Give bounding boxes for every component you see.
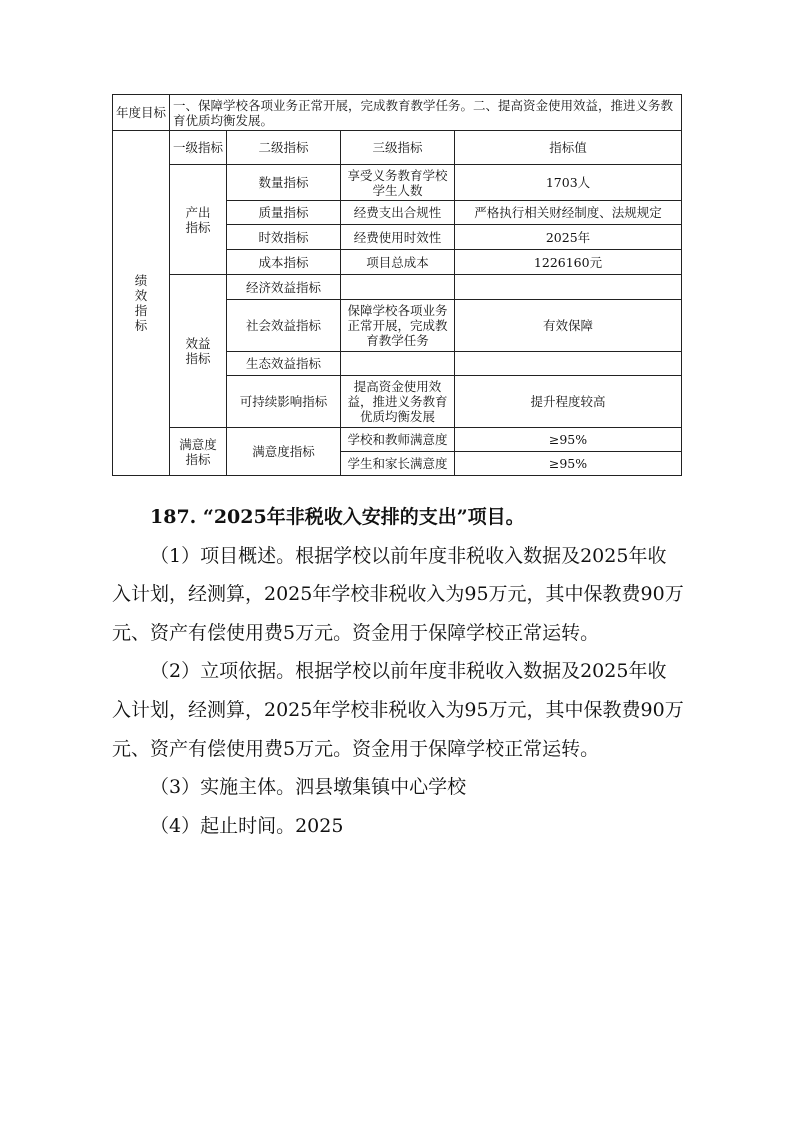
header-row	[113, 131, 682, 165]
body-text	[112, 498, 684, 845]
l3-cell: 学校和教师满意度	[341, 428, 455, 452]
output-label: 产出指标	[170, 165, 227, 275]
goal-label: 年度目标	[113, 95, 170, 131]
l3-cell: 学生和家长满意度	[341, 452, 455, 476]
perf-label: 绩效指标	[134, 273, 148, 333]
l3-cell: 经费使用时效性	[341, 225, 455, 250]
section-heading: 187. “2025年非税收入安排的支出”项目。	[150, 506, 525, 528]
l2-cell: 数量指标	[227, 165, 341, 201]
l2-cell: 可持续影响指标	[227, 376, 341, 428]
header-value: 指标值	[455, 131, 682, 165]
value-cell: 1226160元	[455, 250, 682, 275]
value-cell: 严格执行相关财经制度、法规规定	[455, 201, 682, 225]
paragraph-implementer: （3）实施主体。泗县墩集镇中心学校	[150, 776, 467, 799]
paragraph-overview: （1）项目概述。根据学校以前年度非税收入数据及2025年收入计划，经测算，2025年学校非税收入为95万元，其中保教费90万元、资产有偿使用费5万元。资金用于保障学校正常运转。	[112, 544, 684, 644]
l3-cell: 经费支出合规性	[341, 201, 455, 225]
performance-table	[112, 94, 682, 476]
value-cell: 2025年	[455, 225, 682, 250]
perf-label-cell	[113, 131, 170, 476]
satisfaction-label: 满意度指标	[170, 428, 227, 476]
value-cell: 有效保障	[455, 300, 682, 352]
header-level1: 一级指标	[170, 131, 227, 165]
l2-cell: 生态效益指标	[227, 352, 341, 376]
header-level2: 二级指标	[227, 131, 341, 165]
l2-cell: 满意度指标	[227, 428, 341, 476]
l2-cell: 成本指标	[227, 250, 341, 275]
goal-row	[113, 95, 682, 131]
value-cell	[455, 352, 682, 376]
value-cell	[455, 275, 682, 300]
value-cell: 1703人	[455, 165, 682, 201]
l2-cell: 时效指标	[227, 225, 341, 250]
l3-cell	[341, 352, 455, 376]
l3-cell: 享受义务教育学校学生人数	[341, 165, 455, 201]
table-row	[113, 165, 682, 201]
l2-cell: 社会效益指标	[227, 300, 341, 352]
benefit-label: 效益指标	[170, 275, 227, 428]
paragraph-period: （4）起止时间。2025	[150, 814, 344, 837]
l3-cell: 项目总成本	[341, 250, 455, 275]
l3-cell: 提高资金使用效益，推进义务教育优质均衡发展	[341, 376, 455, 428]
paragraph-basis: （2）立项依据。根据学校以前年度非税收入数据及2025年收入计划，经测算，2025年学校非税收入为95万元，其中保教费90万元、资产有偿使用费5万元。资金用于保障学校正常运转。	[112, 660, 684, 760]
l2-cell: 质量指标	[227, 201, 341, 225]
l3-cell	[341, 275, 455, 300]
l3-cell: 保障学校各项业务正常开展，完成教育教学任务	[341, 300, 455, 352]
table-row	[113, 275, 682, 300]
value-cell: 提升程度较高	[455, 376, 682, 428]
header-level3: 三级指标	[341, 131, 455, 165]
table-row	[113, 428, 682, 452]
l2-cell: 经济效益指标	[227, 275, 341, 300]
value-cell: ≥95%	[455, 452, 682, 476]
goal-text: 一、保障学校各项业务正常开展，完成教育教学任务。二、提高资金使用效益，推进义务教育优质均衡发展。	[170, 95, 682, 131]
value-cell: ≥95%	[455, 428, 682, 452]
